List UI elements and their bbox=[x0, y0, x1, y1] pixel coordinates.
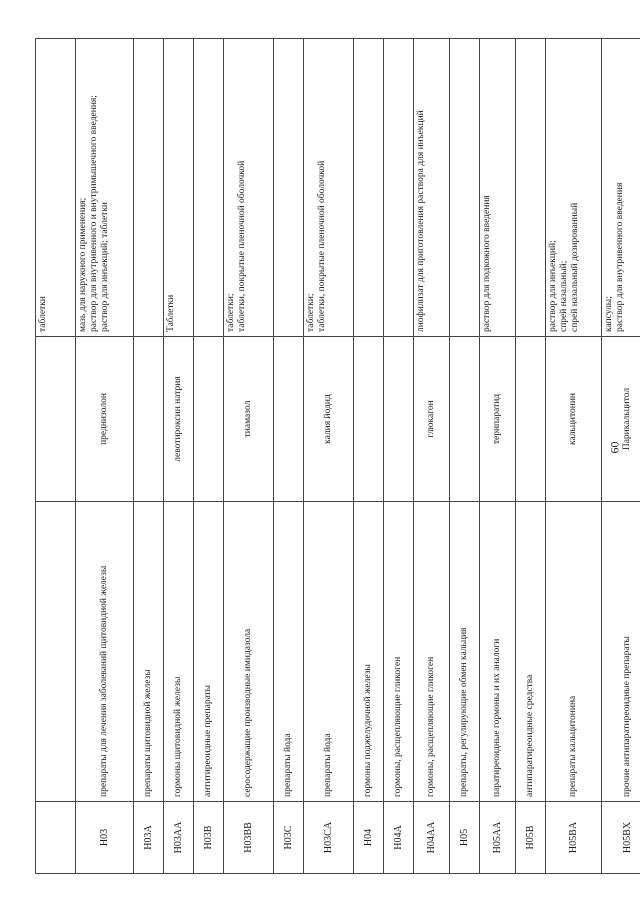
inn-cell bbox=[36, 337, 76, 502]
code-cell: H04 bbox=[354, 802, 384, 874]
form-cell: мазь для наружного применения; раствор для внутривенного и внутримышечного введения; раствор для инъекций; таблетки bbox=[76, 39, 134, 337]
form-cell: лиофилизат для приготовления раствора для инъекций bbox=[414, 39, 450, 337]
table-row bbox=[36, 39, 76, 874]
form-cell: раствор для подкожного введения bbox=[480, 39, 516, 337]
drug-table bbox=[35, 38, 640, 874]
code-cell: H03C bbox=[274, 802, 304, 874]
code-cell: H05BX bbox=[602, 802, 640, 874]
code-cell: H04A bbox=[384, 802, 414, 874]
group-cell: антитиреоидные препараты bbox=[194, 502, 224, 802]
group-cell: препараты кальцитонина bbox=[546, 502, 602, 802]
form-cell: раствор для инъекций; спрей назальный; спрей назальный дозированный bbox=[546, 39, 602, 337]
table-row bbox=[546, 39, 602, 874]
form-cell bbox=[274, 39, 304, 337]
group-cell: гормоны, расщепляющие гликоген bbox=[384, 502, 414, 802]
group-cell: гормоны поджелудочной железы bbox=[354, 502, 384, 802]
inn-cell: кальцитонин bbox=[546, 337, 602, 502]
inn-cell: Парикальцитол bbox=[602, 337, 640, 502]
table-row bbox=[602, 39, 640, 874]
code-cell: H05BA bbox=[546, 802, 602, 874]
inn-cell: левотироксин натрия bbox=[164, 337, 194, 502]
group-cell: препараты щитовидной железы bbox=[134, 502, 164, 802]
page-number: 60 bbox=[607, 441, 622, 454]
table-row bbox=[450, 39, 480, 874]
inn-cell: тиамазол bbox=[224, 337, 274, 502]
form-cell: таблетки; таблетки, покрытые пленочной оболочкой bbox=[304, 39, 354, 337]
table-row bbox=[164, 39, 194, 874]
table-row bbox=[76, 39, 134, 874]
code-cell: H05 bbox=[450, 802, 480, 874]
form-cell bbox=[450, 39, 480, 337]
inn-cell: глюкагон bbox=[414, 337, 450, 502]
form-cell bbox=[516, 39, 546, 337]
code-cell: H03BB bbox=[224, 802, 274, 874]
code-cell: H03AA bbox=[164, 802, 194, 874]
group-cell: антипаратиреоидные средства bbox=[516, 502, 546, 802]
form-cell: таблетки; таблетки, покрытые пленочной оболочкой bbox=[224, 39, 274, 337]
inn-cell: калия йодид bbox=[304, 337, 354, 502]
group-cell: препараты йода bbox=[274, 502, 304, 802]
table-row bbox=[480, 39, 516, 874]
inn-cell bbox=[354, 337, 384, 502]
group-cell: прочие антипаратиреоидные препараты bbox=[602, 502, 640, 802]
table-row bbox=[134, 39, 164, 874]
inn-cell: терипаратид bbox=[480, 337, 516, 502]
table-row bbox=[194, 39, 224, 874]
inn-cell bbox=[450, 337, 480, 502]
code-cell: H03B bbox=[194, 802, 224, 874]
table-row bbox=[304, 39, 354, 874]
table-row bbox=[414, 39, 450, 874]
inn-cell bbox=[516, 337, 546, 502]
inn-cell bbox=[134, 337, 164, 502]
group-cell: препараты для лечения заболеваний щитовидной железы bbox=[76, 502, 134, 802]
group-cell: гормоны, расщепляющие гликоген bbox=[414, 502, 450, 802]
table-row bbox=[384, 39, 414, 874]
form-cell: капсулы; раствор для внутривенного введения bbox=[602, 39, 640, 337]
group-cell: препараты, регулирующие обмен кальция bbox=[450, 502, 480, 802]
form-cell bbox=[194, 39, 224, 337]
code-cell: H03A bbox=[134, 802, 164, 874]
code-cell: H05AA bbox=[480, 802, 516, 874]
group-cell: гормоны щитовидной железы bbox=[164, 502, 194, 802]
table-row bbox=[516, 39, 546, 874]
code-cell: H03CA bbox=[304, 802, 354, 874]
table-row bbox=[224, 39, 274, 874]
form-cell bbox=[354, 39, 384, 337]
group-cell: серосодержащие производные имидазола bbox=[224, 502, 274, 802]
code-cell: H05B bbox=[516, 802, 546, 874]
form-cell bbox=[134, 39, 164, 337]
form-cell bbox=[384, 39, 414, 337]
inn-cell: преднизолон bbox=[76, 337, 134, 502]
table-row bbox=[274, 39, 304, 874]
group-cell: препараты йода bbox=[304, 502, 354, 802]
group-cell bbox=[36, 502, 76, 802]
code-cell bbox=[36, 802, 76, 874]
group-cell: паратиреоидные гормоны и их аналоги bbox=[480, 502, 516, 802]
table-row bbox=[354, 39, 384, 874]
inn-cell bbox=[274, 337, 304, 502]
inn-cell bbox=[384, 337, 414, 502]
code-cell: H04AA bbox=[414, 802, 450, 874]
inn-cell bbox=[194, 337, 224, 502]
code-cell: H03 bbox=[76, 802, 134, 874]
form-cell: Таблетки bbox=[164, 39, 194, 337]
form-cell: таблетки bbox=[36, 39, 76, 337]
